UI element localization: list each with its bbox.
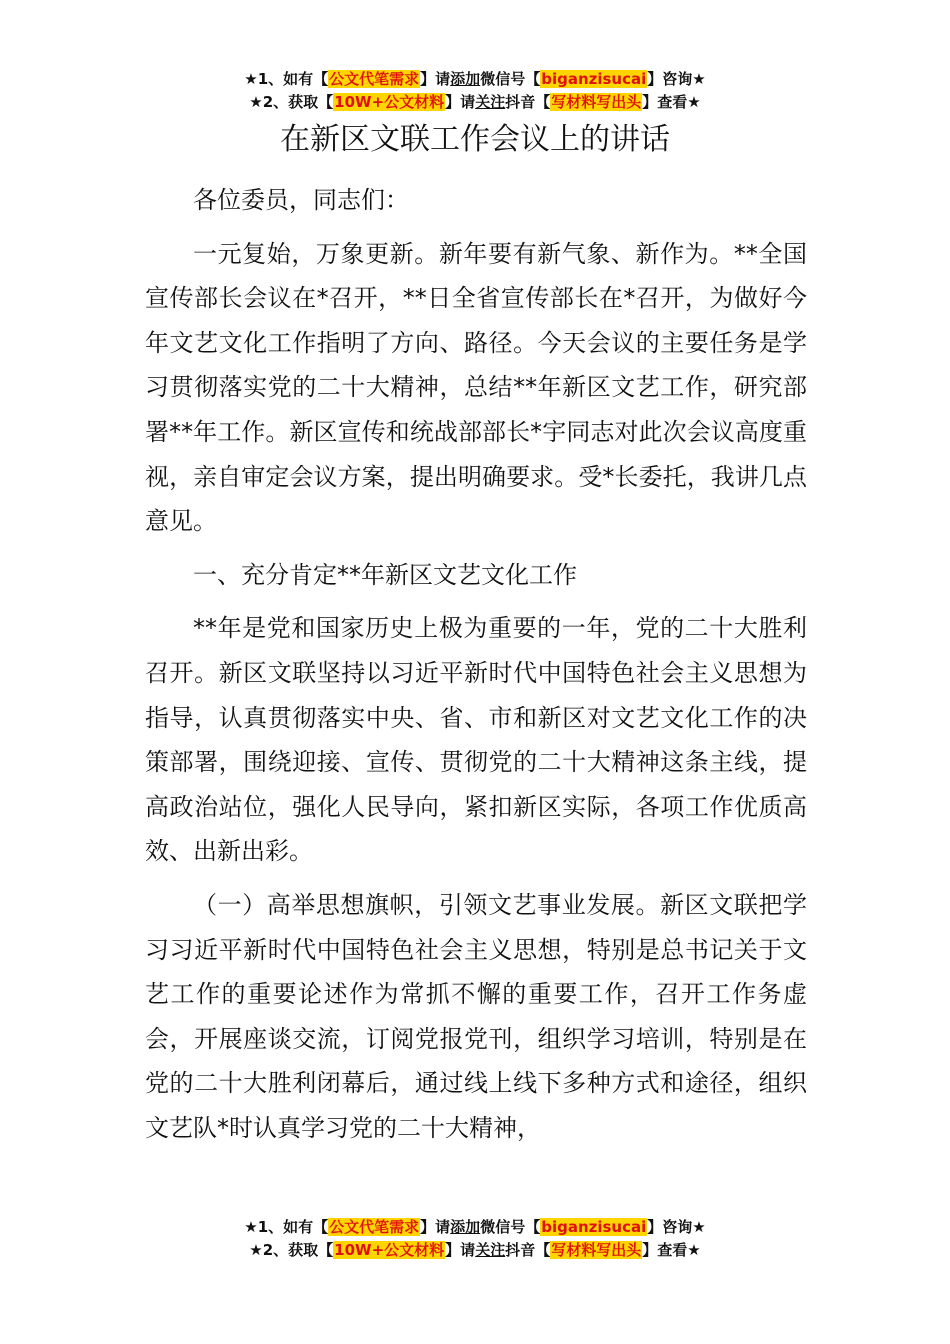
highlight-wechat-id: biganzisucai xyxy=(541,70,647,88)
star-icon: ★ xyxy=(687,93,701,111)
banner-text: 】查看 xyxy=(642,1241,688,1259)
banner-text: 1、如有【 xyxy=(257,1218,329,1236)
star-icon: ★ xyxy=(249,1241,263,1259)
banner-text: 】咨询 xyxy=(647,70,693,88)
banner-text: 1、如有【 xyxy=(257,70,329,88)
footer-banner xyxy=(0,1216,950,1262)
star-icon: ★ xyxy=(692,1218,706,1236)
header-banner xyxy=(0,68,950,114)
banner-text: 抖音【 xyxy=(505,1241,551,1259)
banner-text: 微信号【 xyxy=(480,1218,541,1236)
document-body xyxy=(145,178,807,1159)
star-icon: ★ xyxy=(692,70,706,88)
banner-text: 2、获取【 xyxy=(262,1241,334,1259)
star-icon: ★ xyxy=(687,1241,701,1259)
star-icon: ★ xyxy=(244,70,258,88)
banner-text: 抖音【 xyxy=(505,93,551,111)
banner-text: 微信号【 xyxy=(480,70,541,88)
highlight-wechat-id: biganzisucai xyxy=(541,1218,647,1236)
underlined-text: 关注 xyxy=(475,1241,506,1259)
paragraph-point-1: （一）高举思想旗帜，引领文艺事业发展。新区文联把学习习近平新时代中国特色社会主义思想，特别是总书记关于文艺工作的重要论述作为常抓不懈的重要工作，召开工作务虚会，开展座谈交流，订阅党报党刊，组织学习培训，特别是在党的二十大胜利闭幕后，通过线上线下多种方式和途径，组织文艺队*时认真学习党的二十大精神， xyxy=(145,890,807,1142)
banner-text: 】请 xyxy=(420,1218,451,1236)
paragraph-summary: **年是党和国家历史上极为重要的一年，党的二十大胜利召开。新区文联坚持以习近平新时代中国特色社会主义思想为指导，认真贯彻落实中央、省、市和新区对文艺文化工作的决策部署，围绕迎接、宣传、贯彻党的二十大精神这条主线，提高政治站位，强化人民导向，紧扣新区实际，各项工作优质高效、出新出彩。 xyxy=(145,614,807,866)
highlight-materials: 10W+公文材料 xyxy=(334,93,445,111)
paragraph-intro: 一元复始，万象更新。新年要有新气象、新作为。**全国宣传部长会议在*召开，**日全省宣传部长在*召开，为做好今年文艺文化工作指明了方向、路径。今天会议的主要任务是学习贯彻落实党的二十大精神，总结**年新区文艺工作，研究部署**年工作。新区宣传和统战部部长*宇同志对此次会议高度重视，亲自审定会议方案，提出明确要求。受*长委托，我讲几点意见。 xyxy=(145,239,807,536)
highlight-service: 公文代笔需求 xyxy=(329,70,420,88)
salutation: 各位委员，同志们： xyxy=(193,186,409,214)
banner-text: 】咨询 xyxy=(647,1218,693,1236)
underlined-text: 关注 xyxy=(475,93,506,111)
banner-line-1 xyxy=(0,68,950,91)
document-title: 在新区文联工作会议上的讲话 xyxy=(280,122,670,157)
banner-text: 2、获取【 xyxy=(262,93,334,111)
underlined-text: 添加 xyxy=(450,1218,481,1236)
section-heading: 一、充分肯定**年新区文艺文化工作 xyxy=(193,560,577,589)
star-icon: ★ xyxy=(249,93,263,111)
banner-text: 】请 xyxy=(445,93,476,111)
highlight-douyin: 写材料写出头 xyxy=(551,93,642,111)
highlight-service: 公文代笔需求 xyxy=(329,1218,420,1236)
highlight-douyin: 写材料写出头 xyxy=(551,1241,642,1259)
banner-line-2 xyxy=(0,91,950,114)
banner-text: 】请 xyxy=(445,1241,476,1259)
banner-line-1 xyxy=(0,1216,950,1239)
underlined-text: 添加 xyxy=(450,70,481,88)
star-icon: ★ xyxy=(244,1218,258,1236)
highlight-materials: 10W+公文材料 xyxy=(334,1241,445,1259)
banner-text: 】请 xyxy=(420,70,451,88)
banner-line-2 xyxy=(0,1239,950,1262)
banner-text: 】查看 xyxy=(642,93,688,111)
